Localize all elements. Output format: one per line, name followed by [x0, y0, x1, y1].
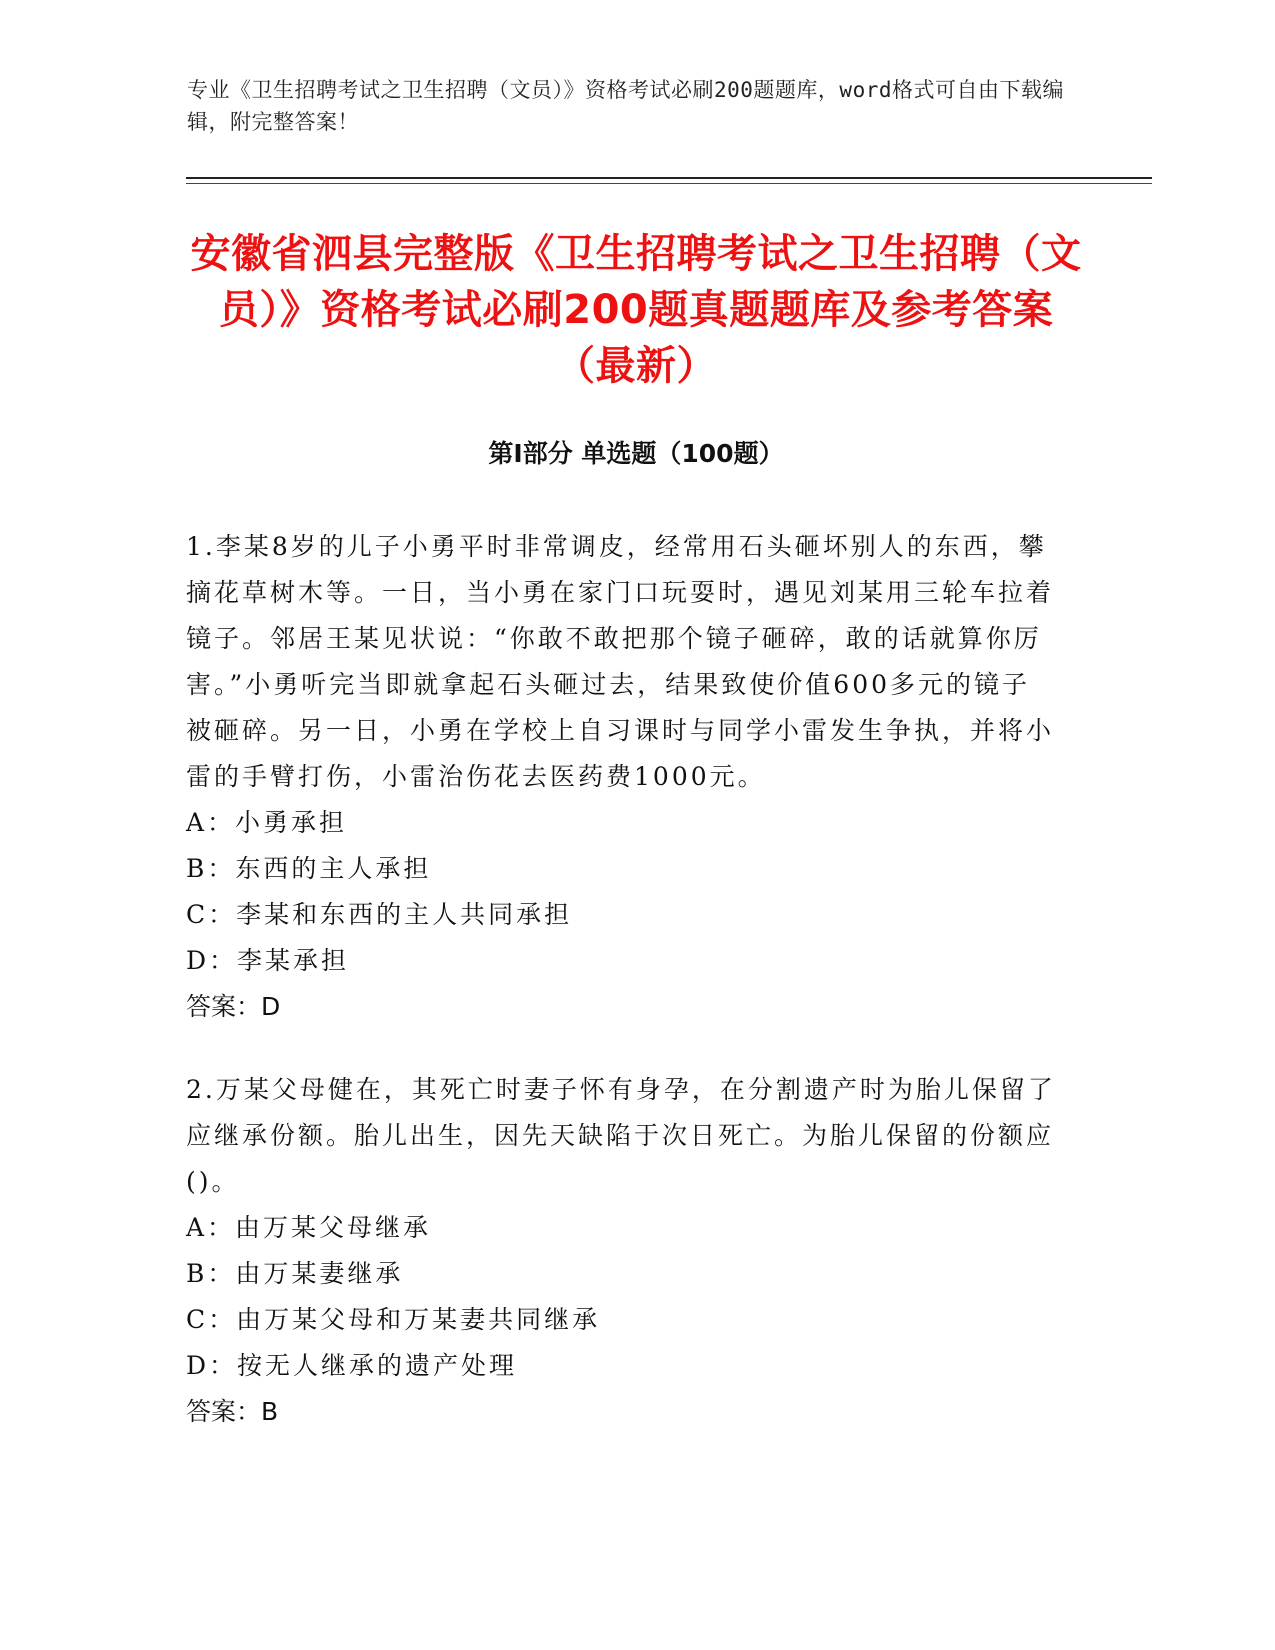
question-2 [186, 1067, 1056, 1435]
question-1 [186, 524, 1056, 1030]
option-c: C：由万某父母和万某妻共同继承 [186, 1305, 601, 1334]
option-d: D：按无人继承的遗产处理 [186, 1351, 518, 1380]
option-b: B：东西的主人承担 [186, 854, 432, 883]
answer: 答案：B [186, 1397, 279, 1426]
option-b: B：由万某妻继承 [186, 1259, 404, 1288]
option-c: C：李某和东西的主人共同承担 [186, 900, 573, 929]
header-note: 专业《卫生招聘考试之卫生招聘（文员）》资格考试必刷200题题库，word格式可自由下载编辑，附完整答案！ [187, 78, 1064, 134]
question-stem: 2.万某父母健在，其死亡时妻子怀有身孕，在分割遗产时为胎儿保留了应继承份额。胎儿出生，因先天缺陷于次日死亡。为胎儿保留的份额应()。 [186, 1075, 1056, 1196]
header-divider-thin [186, 183, 1152, 184]
header-divider-thick [186, 177, 1152, 179]
section-title: 第Ⅰ部分 单选题（100题） [488, 439, 784, 468]
option-d: D：李某承担 [186, 946, 350, 975]
option-a: A：由万某父母继承 [186, 1213, 432, 1242]
answer: 答案：D [186, 992, 281, 1021]
document-title: 安徽省泗县完整版《卫生招聘考试之卫生招聘（文员）》资格考试必刷200题真题题库及参考答案（最新） [190, 231, 1082, 389]
question-stem: 1.李某8岁的儿子小勇平时非常调皮，经常用石头砸坏别人的东西，攀摘花草树木等。一日，当小勇在家门口玩耍时，遇见刘某用三轮车拉着镜子。邻居王某见状说：“你敢不敢把那个镜子砸碎，敢的话就算你厉害。”小勇听完当即就拿起石头砸过去，结果致使价值600多元的镜子被砸碎。另一日，小勇在学校上自习课时与同学小雷发生争执，并将小雷的手臂打伤，小雷治伤花去医药费1000元。 [186, 532, 1055, 791]
option-a: A：小勇承担 [186, 808, 348, 837]
